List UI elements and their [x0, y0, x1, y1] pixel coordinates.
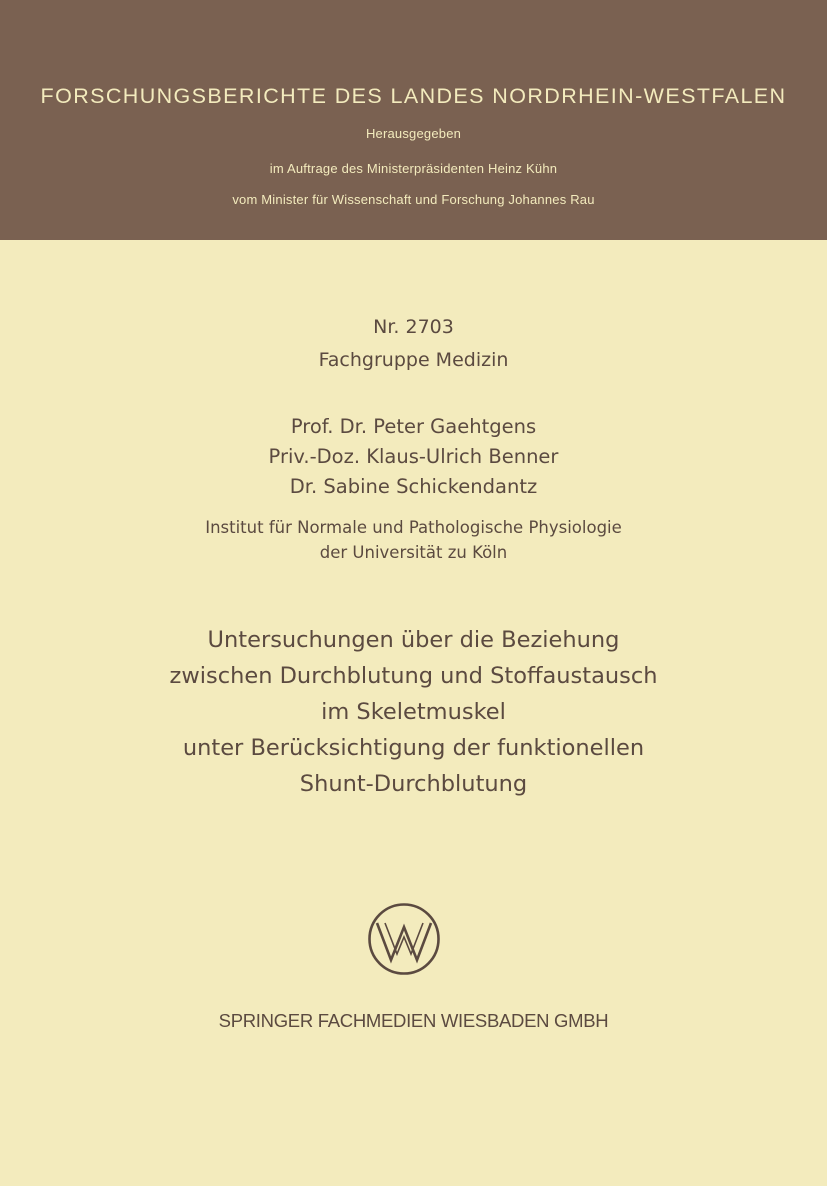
publisher-name: SPRINGER FACHMEDIEN WIESBADEN GMBH	[218, 1010, 609, 1031]
header-line-commissioned: im Auftrage des Ministerpräsidenten Heinz Kühn	[269, 161, 558, 176]
author-name: Priv.-Doz. Klaus-Ulrich Benner	[268, 445, 559, 468]
title-line: unter Berücksichtigung der funktionellen	[182, 735, 645, 761]
title-line: Shunt-Durchblutung	[299, 771, 528, 797]
series-title: FORSCHUNGSBERICHTE DES LANDES NORDRHEIN-WESTFALEN	[40, 84, 787, 108]
institute	[0, 515, 827, 565]
author-name: Prof. Dr. Peter Gaehtgens	[290, 415, 537, 438]
author-name: Dr. Sabine Schickendantz	[289, 475, 538, 498]
book-title	[0, 622, 827, 802]
header-line-published: Herausgegeben	[365, 126, 462, 141]
report-number: Nr. 2703	[373, 316, 454, 338]
authors	[0, 412, 827, 502]
publisher-logo-icon	[367, 902, 441, 976]
institute-line: der Universität zu Köln	[319, 543, 508, 562]
subject-group: Fachgruppe Medizin	[318, 349, 509, 371]
series-header	[0, 0, 827, 240]
header-line-minister: vom Minister für Wissenschaft und Forschung Johannes Rau	[232, 192, 595, 207]
institute-line: Institut für Normale und Pathologische Physiologie	[205, 518, 622, 537]
title-line: zwischen Durchblutung und Stoffaustausch	[169, 663, 658, 689]
title-line: Untersuchungen über die Beziehung	[207, 627, 620, 653]
title-line: im Skeletmuskel	[321, 699, 506, 725]
